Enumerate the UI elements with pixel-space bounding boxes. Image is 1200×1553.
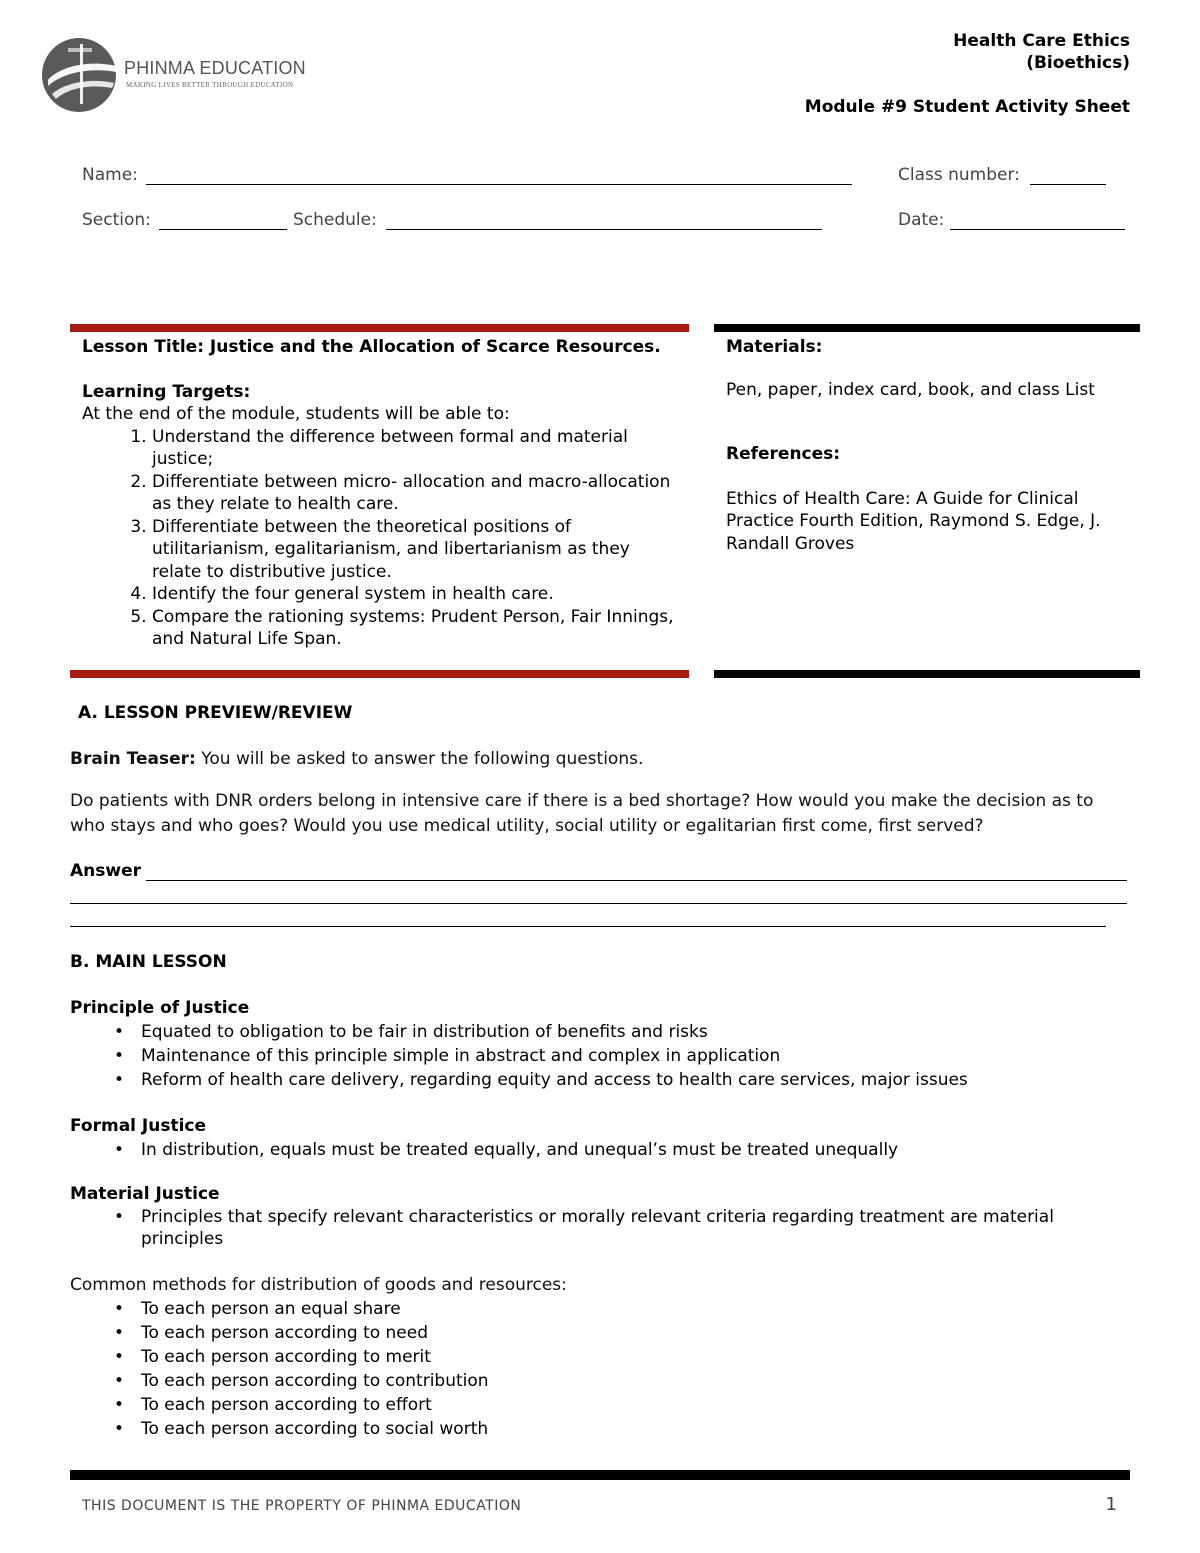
learning-targets-list [82, 426, 682, 651]
materials-heading: Materials: [726, 337, 823, 357]
lesson-info [82, 336, 682, 651]
brain-teaser-text: You will be asked to answer the following questions. [195, 749, 644, 769]
formal-heading: Formal Justice [70, 1116, 207, 1136]
section-field[interactable] [159, 229, 287, 230]
course-title [953, 30, 1130, 74]
list-item: • To each person according to social worth [141, 1417, 1130, 1441]
list-item: • Equated to obligation to be fair in distribution of benefits and risks [141, 1020, 1130, 1044]
name-label: Name: [82, 165, 138, 185]
references-heading: References: [726, 444, 841, 464]
list-item: • To each person according to contribution [141, 1369, 1130, 1393]
materials-top-bar [714, 324, 1140, 332]
section-a-heading: A. LESSON PREVIEW/REVIEW [78, 703, 353, 723]
materials-text: Pen, paper, index card, book, and class List [726, 379, 1095, 400]
list-item: 2. Differentiate between micro- allocation and macro-allocation as they relate to health care. [152, 471, 682, 516]
formal-block [70, 1114, 1130, 1162]
brand-tagline: MAKING LIVES BETTER THROUGH EDUCATION [126, 81, 294, 89]
methods-list [70, 1297, 1130, 1441]
lesson-title: Lesson Title: Justice and the Allocation of Scarce Resources. [82, 337, 661, 357]
references-text: Ethics of Health Care: A Guide for Clinical Practice Fourth Edition, Raymond S. Edge, J. Randall Groves [726, 488, 1101, 554]
principle-block [70, 996, 1130, 1092]
course-line-1: Health Care Ethics [953, 31, 1130, 51]
principle-heading: Principle of Justice [70, 998, 250, 1018]
list-item: • Reform of health care delivery, regarding equity and access to health care services, major issues [141, 1068, 1130, 1092]
section-label: Section: [82, 210, 151, 230]
material-heading: Material Justice [70, 1184, 220, 1204]
material-list [70, 1206, 1130, 1250]
schedule-label: Schedule: [293, 210, 377, 230]
list-item: 3. Differentiate between the theoretical positions of utilitarianism, egalitarianism, and libertarianism as they relate to distributive justice. [152, 516, 682, 584]
materials-info [726, 336, 1136, 555]
question-text: Do patients with DNR orders belong in intensive care if there is a bed shortage? How would you make the decision as to who stays and who goes? Would you use medical utility, social utility or egalitarian first come, first served? [70, 791, 1094, 836]
brain-teaser-label: Brain Teaser: [70, 749, 196, 769]
methods-intro: Common methods for distribution of goods and resources: [70, 1275, 567, 1295]
methods-block [70, 1273, 1130, 1441]
principle-list [70, 1020, 1130, 1092]
lesson-top-bar [70, 324, 689, 332]
learning-targets-intro: At the end of the module, students will be able to: [82, 404, 510, 424]
list-item: • Principles that specify relevant characteristics or morally relevant criteria regarding treatment are material principles [141, 1206, 1060, 1250]
footer-text: THIS DOCUMENT IS THE PROPERTY OF PHINMA EDUCATION [82, 1498, 522, 1514]
module-title: Module #9 Student Activity Sheet [804, 97, 1130, 117]
learning-targets-heading: Learning Targets: [82, 381, 251, 402]
brain-teaser [70, 747, 1130, 772]
answer-line-1[interactable] [146, 880, 1127, 881]
class-number-field[interactable] [1030, 184, 1106, 185]
list-item: • To each person according to need [141, 1321, 1130, 1345]
footer-bar [70, 1470, 1130, 1480]
list-item: 1. Understand the difference between formal and material justice; [152, 426, 682, 471]
list-item: 5. Compare the rationing systems: Prudent Person, Fair Innings, and Natural Life Span. [152, 606, 682, 651]
list-item: • To each person according to merit [141, 1345, 1130, 1369]
list-item: • Maintenance of this principle simple in abstract and complex in application [141, 1044, 1130, 1068]
list-item: • In distribution, equals must be treated equally, and unequal’s must be treated unequally [141, 1138, 1130, 1162]
list-item: • To each person according to effort [141, 1393, 1130, 1417]
date-label: Date: [898, 210, 945, 230]
list-item: • To each person an equal share [141, 1297, 1130, 1321]
date-field[interactable] [950, 229, 1125, 230]
answer-line-2[interactable] [70, 903, 1127, 904]
list-item: 4. Identify the four general system in health care. [152, 583, 682, 606]
lesson-bottom-bar [70, 670, 689, 678]
answer-label: Answer [70, 861, 141, 881]
schedule-field[interactable] [386, 229, 822, 230]
name-field[interactable] [146, 184, 852, 185]
formal-list [70, 1138, 1130, 1162]
section-b-heading: B. MAIN LESSON [70, 952, 227, 972]
answer-line-3[interactable] [70, 926, 1106, 927]
materials-bottom-bar [714, 670, 1140, 678]
material-block [70, 1182, 1130, 1250]
brand-name: PHINMA EDUCATION [124, 58, 306, 78]
course-line-2: (Bioethics) [1026, 53, 1130, 73]
page-number: 1 [1105, 1494, 1117, 1515]
class-number-label: Class number: [898, 165, 1020, 185]
